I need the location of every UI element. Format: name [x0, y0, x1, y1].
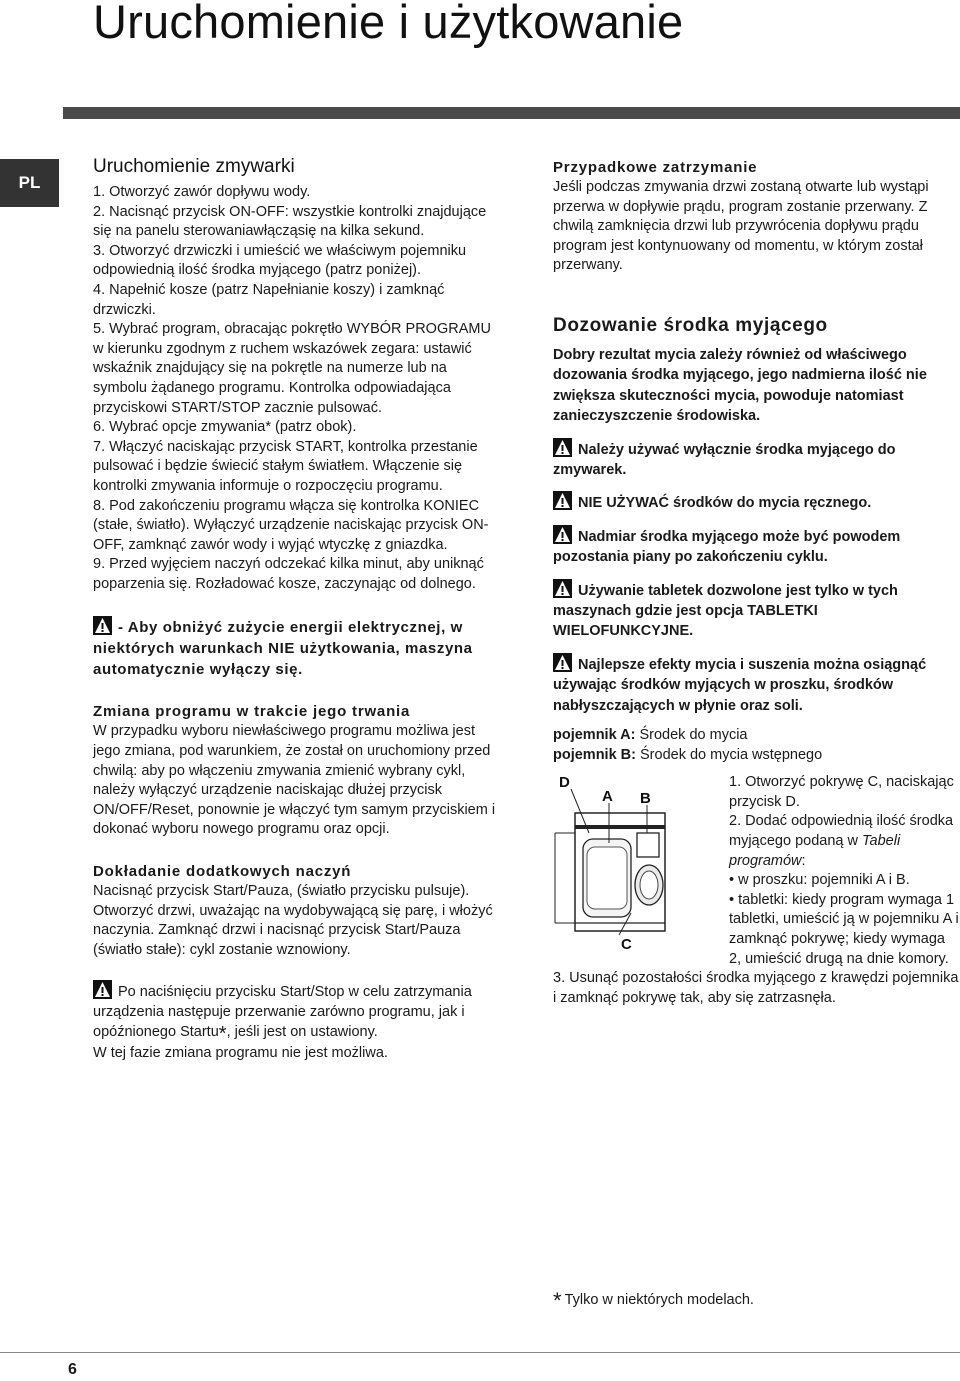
dosing-bullet-tablets: • tabletki: kiedy program wymaga 1 tabletki, umieścić ją w pojemniku A i zamknąć pokrywę; kiedy wymaga 2, umieścić drugą na dnie komory. [729, 891, 959, 967]
step-1: 1. Otworzyć zawór dopływu wody. [93, 184, 311, 200]
dosing-warning-4: Używanie tabletek dozwolone jest tylko w tych maszynach gdzie jest opcja TABLETKI WIELOFUNKCYJNE. [553, 579, 960, 642]
dosing-intro: Dobry rezultat mycia zależy również od właściwego dozowania środka myjącego, jego nadmierna ilość nie zwiększa skuteczności mycia, powoduje natomiast zanieczyszczenie środowiska. [553, 346, 927, 425]
step-9: 9. Przed wyjęciem naczyń odczekać kilka minut, aby uniknąć poparzenia się. Rozładować kosze, zaczynając od dolnego. [93, 556, 484, 592]
dosing-bullet-powder: • w proszku: pojemniki A i B. [729, 872, 910, 889]
container-a: pojemnik A: Środek do mycia [553, 727, 748, 744]
title-bar [63, 107, 960, 119]
diagram-label-c: C [621, 936, 632, 954]
dispenser-diagram [553, 773, 723, 953]
dosing-warning-2: NIE UŻYWAĆ środków do mycia ręcznego. [553, 491, 960, 513]
warning-icon [553, 491, 572, 510]
step-3: 3. Otworzyć drzwiczki i umieścić we właściwym pojemniku odpowiednią ilość środka myjącego (patrz poniżej). [93, 242, 467, 279]
language-tab: PL [0, 159, 59, 207]
warning-icon [553, 438, 572, 457]
warning-icon [553, 525, 572, 544]
diagram-label-a: A [602, 788, 613, 806]
warning-icon [553, 653, 572, 672]
dosing-step-1: 1. Otworzyć pokrywę C, naciskając przycisk D. [729, 774, 954, 810]
dosing-step-2: 2. Dodać odpowiednią ilość środka myjącego podaną w Tabeli programów: [729, 813, 954, 869]
step-5: 5. Wybrać program, obracając pokrętło WYBÓR PROGRAMU w kierunku zgodnym z ruchem wskazówek zegara: ustawić wskaźnik znajdujący się na pokrętle na numerze lub na symbolu żądanego programu. Kontrolka odpowiadająca przyciskowi START/STOP zacznie pulsować. [93, 321, 491, 416]
left-column [93, 155, 501, 1064]
add-heading: Dokładanie dodatkowych naczyń [93, 863, 352, 881]
dosing-warning-5: Najlepsze efekty mycia i suszenia można osiągnąć używając środków myjących w proszku, środków nabłyszczających w płynie oraz soli. [553, 653, 960, 716]
interrupt-text: Jeśli podczas zmywania drzwi zostaną otwarte lub wystąpi przerwa w dopływie prądu, program zostanie przerwany. Z chwilą zamknięcia drzwi lub przywrócenia dopływu prądu program jest kontynuowany od momentu, w którym został przerwany. [553, 179, 929, 274]
start-stop-warning: Po naciśnięciu przycisku Start/Stop w celu zatrzymania urządzenia następuje przerwanie zarówno programu, jak i opóźnionego Startu*, jeśli jest on ustawiony. [93, 980, 501, 1044]
start-heading: Uruchomienie zmywarki [93, 156, 295, 177]
dosing-warning-3: Nadmiar środka myjącego może być powodem pozostania piany po zakończeniu cyklu. [553, 525, 960, 568]
warning-icon [93, 616, 112, 635]
page-number: 6 [68, 1361, 77, 1378]
step-6: 6. Wybrać opcje zmywania* (patrz obok). [93, 419, 357, 436]
diagram-label-d: D [559, 774, 570, 792]
add-note: W tej fazie zmiana programu nie jest możliwa. [93, 1045, 388, 1062]
step-8: 8. Pod zakończeniu programu włącza się kontrolka KONIEC (stałe, światło). Wyłączyć urządzenie naciskając przycisk ON-OFF, zamknąć zawór wody i wyjąć wtyczkę z gniazdka. [93, 497, 489, 553]
step-2: 2. Nacisnąć przycisk ON-OFF: wszystkie kontrolki znajdujące się na panelu sterowaniawłącząsię na kilka sekund. [93, 203, 487, 240]
change-text: W przypadku wyboru niewłaściwego programu możliwa jest jego zmiana, pod warunkiem, że został on uruchomiony przed chwilą: aby po włączeniu zmywania zmienić wybrany cykl, należy wyłączyć urządzenie naciskając dłużej przycisk ON/OFF/Reset, ponownie je włączyć tym samym przyciskiem i dokonać wyboru nowego programu oraz opcji. [93, 723, 496, 838]
dosing-heading: Dozowanie środka myjącego [553, 314, 828, 336]
warning-icon [93, 980, 112, 999]
asterisk-mark: * [218, 1022, 227, 1045]
change-heading: Zmiana programu w trakcie jego trwania [93, 703, 411, 721]
add-text: Nacisnąć przycisk Start/Pauza, (światło przycisku pulsuje). Otworzyć drzwi, uważając na wydobywającą się parę, i włożyć naczynia. Zamknąć drzwi i nacisnąć przycisk Start/Pauza (światło stałe): cykl zostanie wznowiony. [93, 883, 493, 958]
interrupt-heading: Przypadkowe zatrzymanie [553, 159, 758, 176]
dosing-warning-1: Należy używać wyłącznie środka myjącego do zmywarek. [553, 438, 960, 481]
dosing-step-3: 3. Usunąć pozostałości środka myjącego z krawędzi pojemnika i zamknąć pokrywę tak, aby się zatrzasnęła. [553, 970, 959, 1006]
page-title: Uruchomienie i użytkowanie [93, 0, 684, 48]
container-b: pojemnik B: Środek do mycia wstępnego [553, 746, 823, 763]
footnote: * Tylko w niektórych modelach. [553, 1288, 754, 1313]
dosing-instructions [553, 773, 960, 1008]
bottom-rule [0, 1352, 960, 1353]
step-4: 4. Napełnić kosze (patrz Napełnianie koszy) i zamknąć drzwiczki. [93, 281, 445, 318]
diagram-label-b: B [640, 790, 651, 808]
warning-icon [553, 579, 572, 598]
step-7: 7. Włączyć naciskając przycisk START, kontrolka przestanie pulsować i będzie świecić stałym światłem. Włączenie się kontrolki zmywania informuje o rozpoczęciu programu. [93, 438, 478, 494]
energy-warning: - Aby obniżyć zużycie energii elektrycznej, w niektórych warunkach NIE użytkowania, maszyna automatycznie wyłączy się. [93, 616, 501, 680]
right-column [553, 158, 960, 1008]
